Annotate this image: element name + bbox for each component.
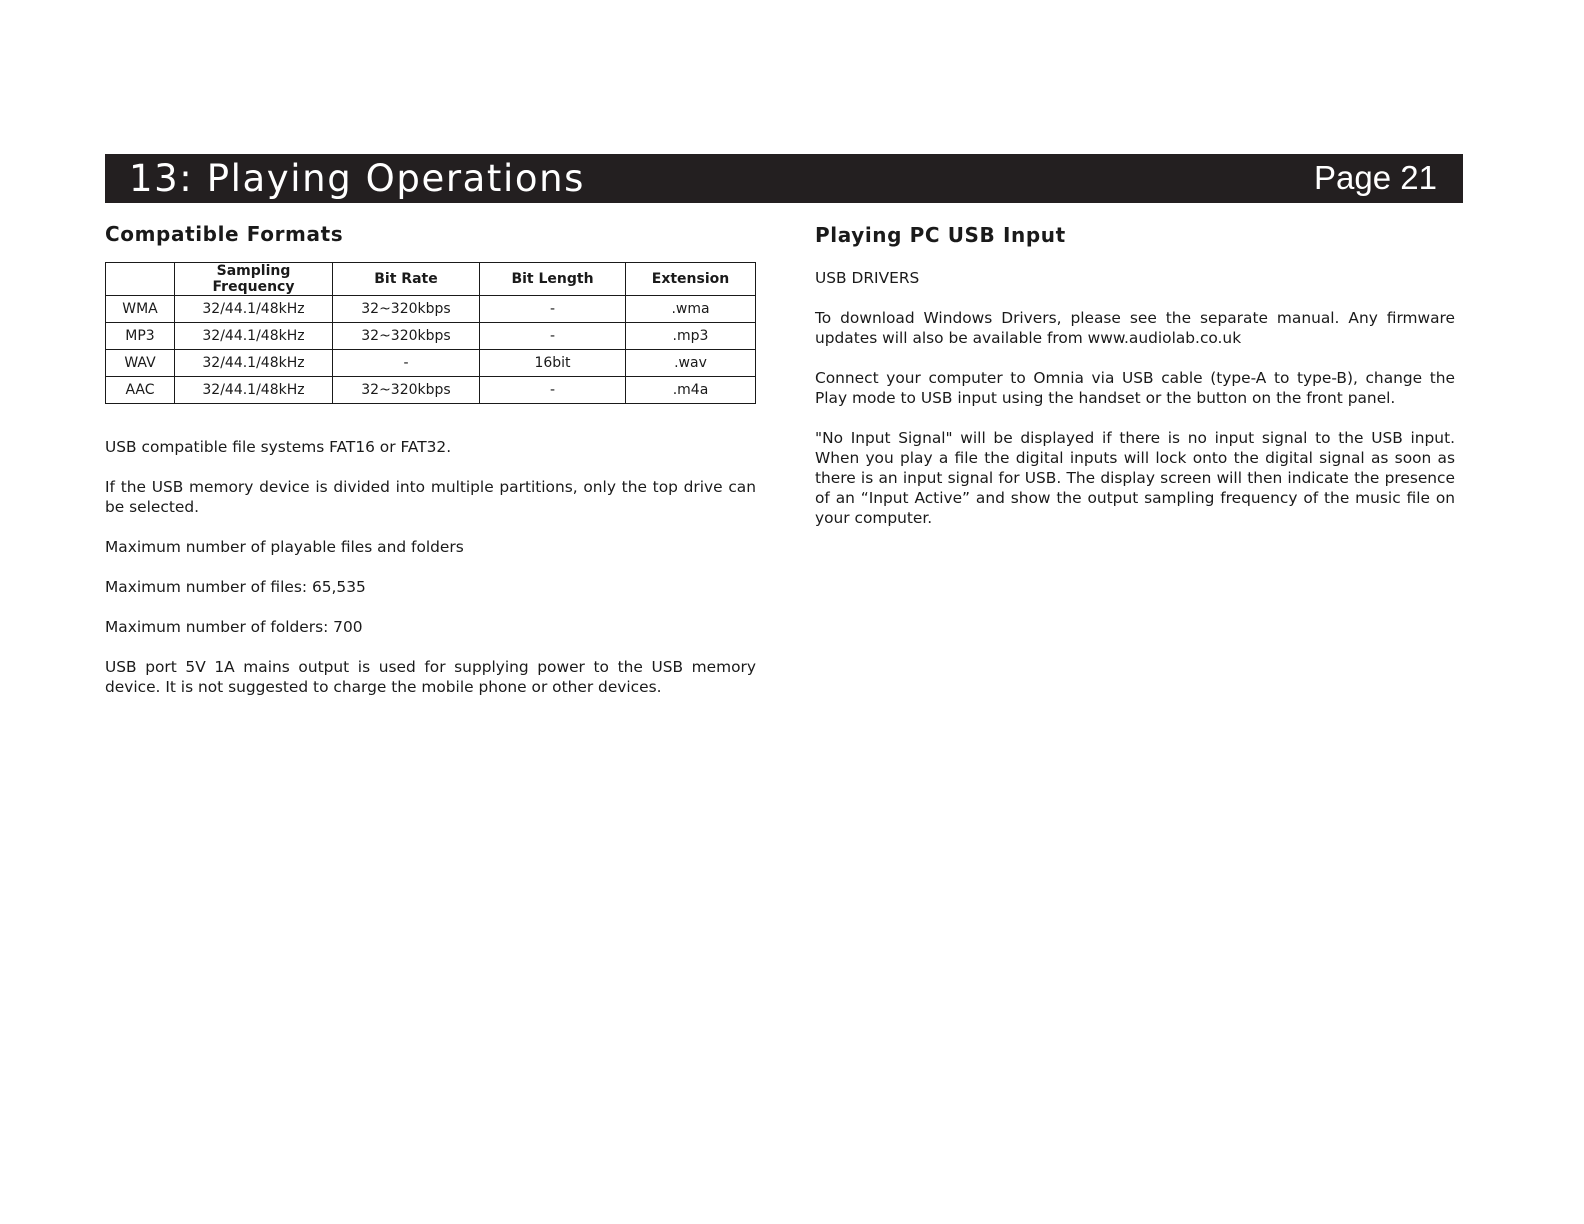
table-header-row [106,263,756,296]
paragraph-connect-computer: Connect your computer to Omnia via USB cable (type-A to type-B), change the Play mode to USB input using the handset or the button on the front panel. [815,369,1455,407]
table-cell: AAC [106,377,175,404]
table-cell: WMA [106,296,175,323]
table-cell: 32~320kbps [333,296,480,323]
page-number: Page 21 [1314,159,1437,196]
table-cell: WAV [106,350,175,377]
table-cell: 32~320kbps [333,377,480,404]
table-cell: MP3 [106,323,175,350]
table-cell: 32/44.1/48kHz [175,323,333,350]
page-header [105,154,1463,203]
paragraph-download-drivers: To download Windows Drivers, please see the separate manual. Any firmware updates will also be available from www.audiolab.co.uk [815,309,1455,347]
paragraph-usb-drivers: USB DRIVERS [815,269,920,287]
column-header [106,263,175,296]
table-row [106,323,756,350]
table-row [106,377,756,404]
compatible-formats-heading: Compatible Formats [105,222,344,246]
column-header: Bit Length [480,263,626,296]
paragraph-max-files: Maximum number of files: 65,535 [105,578,366,596]
table-cell: .wma [626,296,756,323]
table-cell: - [480,296,626,323]
table-row [106,296,756,323]
table-cell: 32/44.1/48kHz [175,377,333,404]
paragraph-partitions: If the USB memory device is divided into multiple partitions, only the top drive can be selected. [105,478,756,516]
column-header: Sampling Frequency [175,263,333,296]
table-cell: 32/44.1/48kHz [175,350,333,377]
right-column [815,216,1455,548]
table-cell: .mp3 [626,323,756,350]
column-header: Bit Rate [333,263,480,296]
table-row [106,350,756,377]
table-cell: .wav [626,350,756,377]
paragraph-no-input-signal: "No Input Signal" will be displayed if there is no input signal to the USB input. When you play a file the digital inputs will lock onto the digital signal as soon as there is an input signal for USB. The display screen will then indicate the presence of an “Input Active” and show the output sampling frequency of the music file on your computer. [815,429,1455,527]
right-body-text [815,268,1455,528]
paragraph-max-playable: Maximum number of playable files and folders [105,538,464,556]
formats-table [105,262,756,404]
table-cell: - [333,350,480,377]
table-cell: 32~320kbps [333,323,480,350]
table-cell: 32/44.1/48kHz [175,296,333,323]
column-header: Extension [626,263,756,296]
table-cell: 16bit [480,350,626,377]
table-cell: - [480,323,626,350]
table-cell: .m4a [626,377,756,404]
paragraph-usb-power: USB port 5V 1A mains output is used for supplying power to the USB memory device. It is not suggested to charge the mobile phone or other devices. [105,658,756,696]
paragraph-file-systems: USB compatible file systems FAT16 or FAT32. [105,438,452,456]
left-body-text [105,437,756,697]
paragraph-max-folders: Maximum number of folders: 700 [105,618,363,636]
table-cell: - [480,377,626,404]
left-column [105,216,756,717]
playing-pc-usb-heading: Playing PC USB Input [815,223,1066,247]
section-title: 13: Playing Operations [129,157,586,200]
